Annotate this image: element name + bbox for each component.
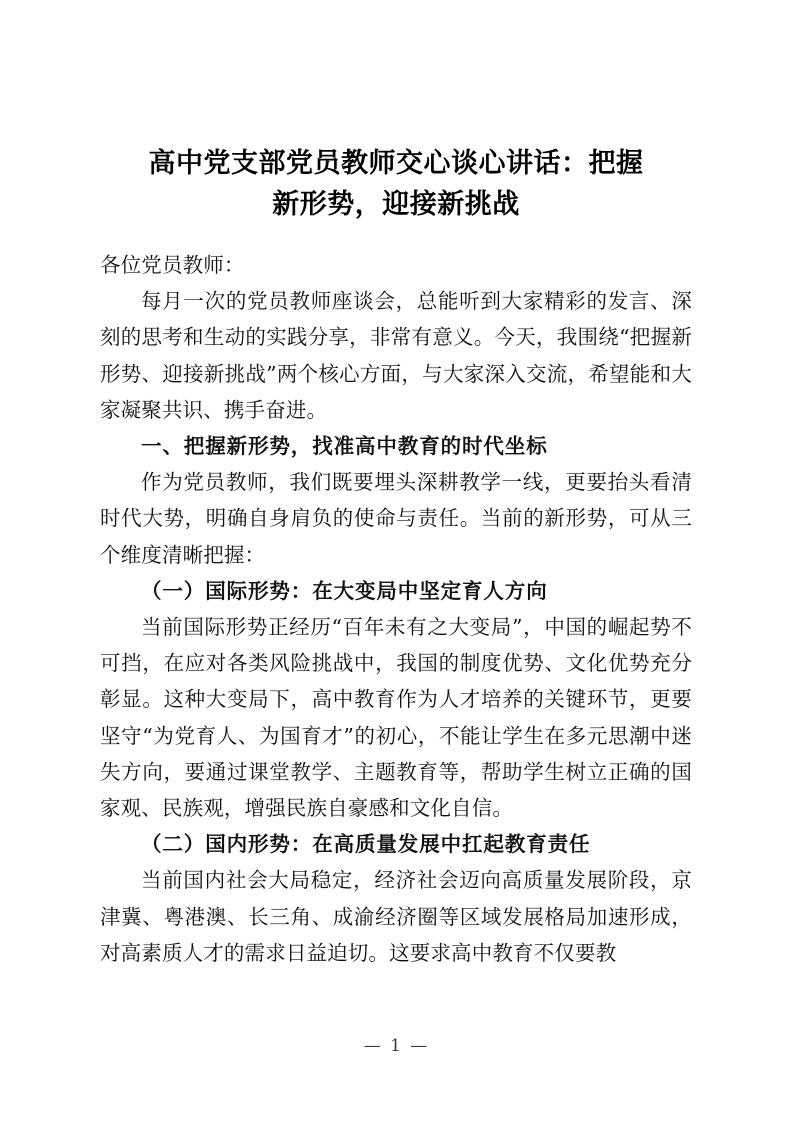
body-paragraph: 每月一次的党员教师座谈会，总能听到大家精彩的发言、深刻的思考和生动的实践分享，非常有意义。今天，我围绕“把握新形势、迎接新挑战”两个核心方面，与大家深入交流，希望能和大家凝聚共识、携手奋进。 [100,289,692,422]
page-title-line-1: 高中党支部党员教师交心谈心讲话：把握 [148,148,644,179]
subsection-heading: （一）国际形势：在大变局中坚定育人方向 [141,578,548,603]
salutation: 各位党员教师： [100,253,245,277]
page-number-footer: — 1 — [363,1036,430,1056]
body-paragraph: 当前国内社会大局稳定，经济社会迈向高质量发展阶段，京津冀、粤港澳、长三角、成渝经济圈等区域发展格局加速形成，对高素质人才的需求日益迫切。这要求高中教育不仅要教 [100,868,692,965]
page-title [100,0,692,225]
section-heading: 一、把握新形势，找准高中教育的时代坐标 [141,434,548,459]
page-title-line-2: 新形势，迎接新挑战 [272,189,520,220]
document-body [100,225,692,971]
subsection-heading: （二）国内形势：在高质量发展中扛起教育责任 [141,832,591,857]
body-paragraph: 作为党员教师，我们既要埋头深耕教学一线，更要抬头看清时代大势，明确自身肩负的使命与责任。当前的新形势，可从三个维度清晰把握： [100,470,692,567]
page-content [100,0,692,971]
body-paragraph: 当前国际形势正经历“百年未有之大变局”，中国的崛起势不可挡，在应对各类风险挑战中，我国的制度优势、文化优势充分彰显。这种大变局下，高中教育作为人才培养的关键环节，更要坚守“为党育人、为国育才”的初心，不能让学生在多元思潮中迷失方向，要通过课堂教学、主题教育等，帮助学生树立正确的国家观、民族观，增强民族自豪感和文化自信。 [100,615,692,821]
